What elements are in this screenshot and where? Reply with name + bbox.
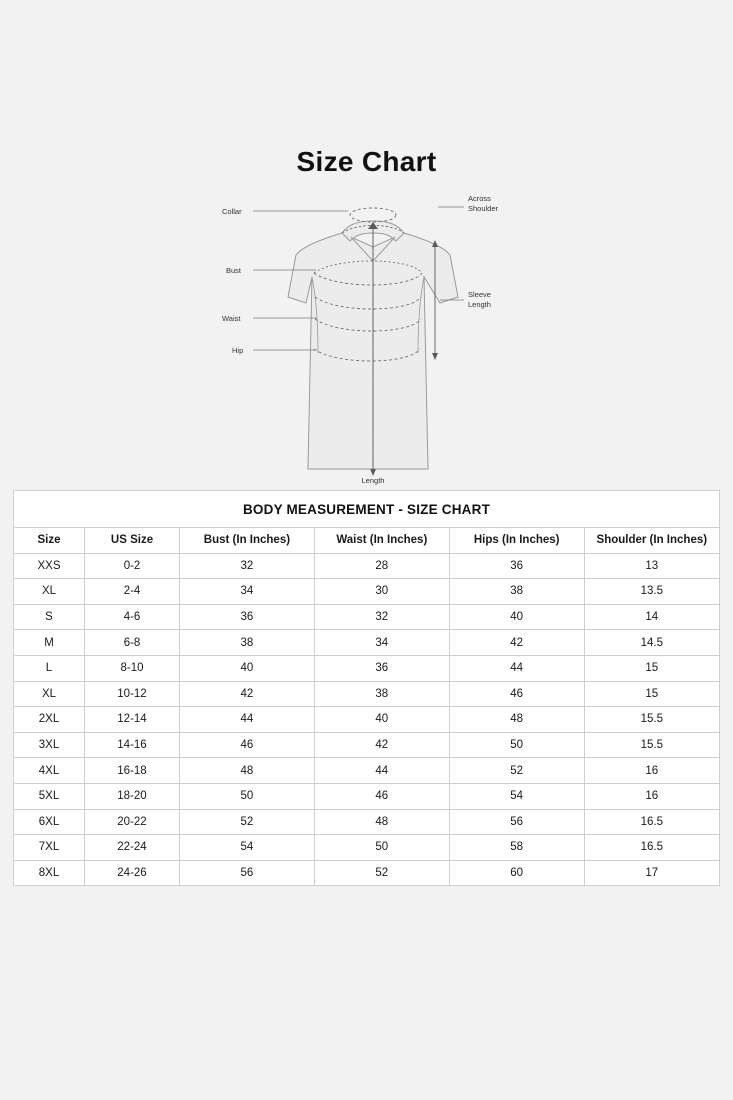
cell-shoulder: 16 (584, 783, 719, 809)
cell-us-size: 6-8 (85, 630, 180, 656)
table-row (14, 758, 719, 784)
cell-bust: 50 (180, 783, 315, 809)
cell-bust: 54 (180, 835, 315, 861)
label-length: Length (361, 476, 385, 485)
label-across-shoulder-line1: Across (468, 194, 491, 203)
cell-hips: 46 (449, 681, 584, 707)
table-body (14, 553, 719, 885)
cell-shoulder: 14.5 (584, 630, 719, 656)
cell-hips: 36 (449, 553, 584, 579)
size-table-container (13, 490, 720, 886)
cell-waist: 52 (314, 860, 449, 885)
cell-shoulder: 15.5 (584, 707, 719, 733)
cell-bust: 32 (180, 553, 315, 579)
cell-hips: 52 (449, 758, 584, 784)
size-table (14, 491, 719, 885)
cell-us-size: 22-24 (85, 835, 180, 861)
cell-shoulder: 16.5 (584, 835, 719, 861)
table-row (14, 604, 719, 630)
cell-hips: 58 (449, 835, 584, 861)
cell-shoulder: 15 (584, 655, 719, 681)
cell-waist: 42 (314, 732, 449, 758)
garment-illustration (196, 185, 541, 485)
cell-shoulder: 15 (584, 681, 719, 707)
header-size: Size (14, 528, 85, 553)
header-hips: Hips (In Inches) (449, 528, 584, 553)
cell-us-size: 2-4 (85, 579, 180, 605)
table-row (14, 630, 719, 656)
cell-us-size: 14-16 (85, 732, 180, 758)
cell-waist: 28 (314, 553, 449, 579)
cell-hips: 48 (449, 707, 584, 733)
table-row (14, 732, 719, 758)
cell-size: 2XL (14, 707, 85, 733)
cell-waist: 32 (314, 604, 449, 630)
cell-shoulder: 17 (645, 867, 659, 880)
table-row (14, 655, 719, 681)
cell-us-size: 20-22 (85, 809, 180, 835)
label-sleeve-length-line2: Length (468, 300, 491, 309)
cell-hips: 44 (449, 655, 584, 681)
cell-us-size: 8-10 (85, 655, 180, 681)
cell-waist: 40 (314, 707, 449, 733)
cell-us-size: 24-26 (85, 860, 180, 885)
cell-shoulder: 14 (584, 604, 719, 630)
label-hip: Hip (232, 346, 244, 355)
cell-shoulder: 15.5 (584, 732, 719, 758)
cell-us-size: 4-6 (85, 604, 180, 630)
cell-bust: 56 (180, 860, 315, 885)
cell-size: 4XL (14, 758, 85, 784)
cell-bust: 36 (180, 604, 315, 630)
cell-bust: 38 (180, 630, 315, 656)
cell-waist: 48 (314, 809, 449, 835)
label-sleeve-length-line1: Sleeve (468, 290, 491, 299)
cell-size: 5XL (14, 783, 85, 809)
cell-shoulder: 16.5 (584, 809, 719, 835)
page-title: Size Chart (296, 146, 437, 177)
cell-size: S (14, 604, 85, 630)
cell-us-size: 10-12 (85, 681, 180, 707)
table-row (14, 783, 719, 809)
cell-hips: 54 (449, 783, 584, 809)
cell-size: L (14, 655, 85, 681)
label-across-shoulder-line2: Shoulder (468, 204, 499, 213)
cell-hips: 56 (449, 809, 584, 835)
cell-hips: 38 (449, 579, 584, 605)
cell-bust: 34 (180, 579, 315, 605)
cell-waist: 38 (314, 681, 449, 707)
table-row (14, 860, 719, 885)
cell-waist: 36 (314, 655, 449, 681)
header-waist: Waist (In Inches) (314, 528, 449, 553)
cell-waist: 34 (314, 630, 449, 656)
cell-us-size: 18-20 (85, 783, 180, 809)
cell-bust: 44 (180, 707, 315, 733)
label-collar: Collar (222, 207, 242, 216)
cell-waist: 46 (314, 783, 449, 809)
cell-size: 3XL (14, 732, 85, 758)
table-header (14, 528, 719, 553)
cell-shoulder: 13.5 (584, 579, 719, 605)
cell-size: 8XL (14, 860, 85, 885)
cell-size: XL (14, 579, 85, 605)
cell-hips: 50 (449, 732, 584, 758)
cell-hips: 42 (449, 630, 584, 656)
table-row (14, 579, 719, 605)
cell-us-size: 0-2 (85, 553, 180, 579)
cell-bust: 40 (180, 655, 315, 681)
cell-size: 6XL (14, 809, 85, 835)
cell-us-size: 16-18 (85, 758, 180, 784)
header-shoulder: Shoulder (In Inches) (584, 528, 719, 553)
cell-bust: 48 (180, 758, 315, 784)
table-header-row (14, 528, 719, 553)
cell-size: XXS (14, 553, 85, 579)
table-row (14, 835, 719, 861)
table-row (14, 707, 719, 733)
cell-bust: 46 (180, 732, 315, 758)
table-row (14, 553, 719, 579)
cell-waist: 44 (314, 758, 449, 784)
cell-shoulder: 13 (584, 553, 719, 579)
header-us-size: US Size (85, 528, 180, 553)
cell-bust: 52 (180, 809, 315, 835)
table-row (14, 809, 719, 835)
cell-hips: 40 (449, 604, 584, 630)
cell-waist: 30 (314, 579, 449, 605)
cell-size: 7XL (14, 835, 85, 861)
cell-bust: 42 (180, 681, 315, 707)
cell-waist: 50 (314, 835, 449, 861)
cell-size: XL (14, 681, 85, 707)
cell-shoulder: 16 (584, 758, 719, 784)
header-bust: Bust (In Inches) (180, 528, 315, 553)
cell-size: M (14, 630, 85, 656)
label-bust: Bust (226, 266, 242, 275)
cell-us-size: 12-14 (85, 707, 180, 733)
table-caption: BODY MEASUREMENT - SIZE CHART (14, 491, 719, 528)
table-row (14, 681, 719, 707)
cell-hips: 60 (449, 860, 584, 885)
label-waist: Waist (222, 314, 241, 323)
